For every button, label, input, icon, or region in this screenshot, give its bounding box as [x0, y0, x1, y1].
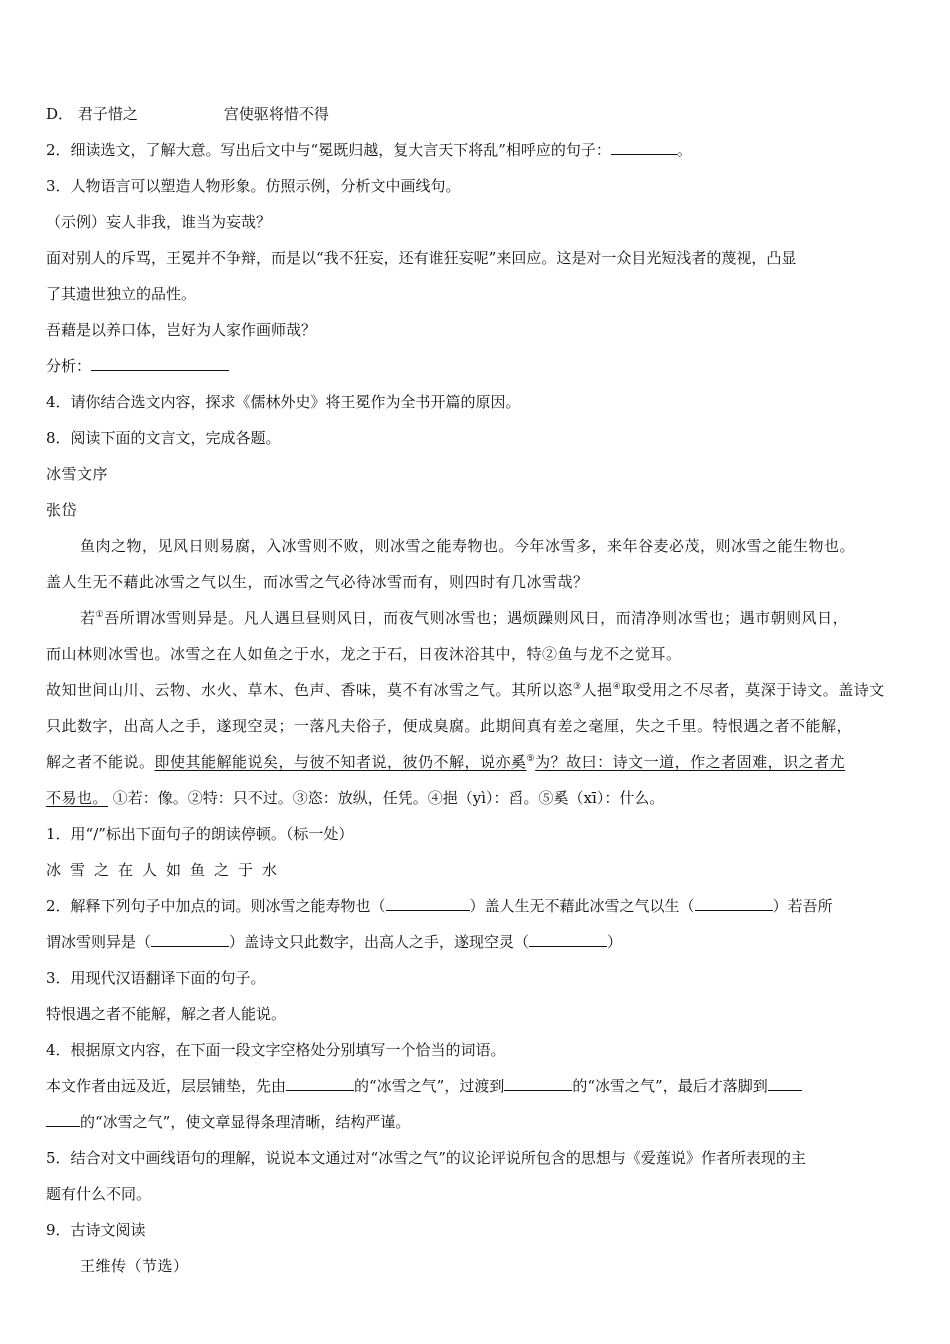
essay-author: 张岱	[46, 501, 78, 519]
passage-p1-line2: 盖人生无不藉此冰雪之气以生，而冰雪之气必待冰雪而有，则四时有几冰雪哉？	[46, 573, 589, 591]
question-4: 4．根据原文内容，在下面一段文字空格处分别填写一个恰当的词语。	[46, 1041, 506, 1059]
footnote-marker: ⑤	[526, 754, 536, 764]
answer-blank-continued[interactable]	[46, 1112, 80, 1127]
underlined-text: 为？故曰：诗文一道，作之者固难，识之者尤	[535, 753, 846, 771]
example-analysis-1: 面对别人的斥骂，王冕并不争辩，而是以“我不狂妄，还有谁狂妄呢”来回应。这是对一众目光短浅者的蔑视，凸显	[46, 249, 797, 267]
analysis-blank[interactable]	[91, 356, 229, 371]
text: ）	[607, 933, 623, 951]
analysis-field	[46, 348, 908, 384]
text: 取受用之不尽者，莫深于诗文。盖诗文	[621, 681, 885, 699]
question-text: 2．细读选文，了解大意。写出后文中与“冕既归越，复大言天下将乱”相呼应的句子：	[46, 141, 611, 159]
text: 故知世间山川、云物、水火、草木、色声、香味，莫不有冰雪之气。其所以恣	[46, 681, 574, 699]
underlined-text: 即使其能解能说矣，与彼不知者说，彼仍不解，说亦奚	[154, 753, 527, 771]
passage-p3-line2: 只此数字，出高人之手，遂现空灵；一落凡夫俗子，便成臭腐。此期间真有差之毫厘，失之千里。特恨遇之者不能解，	[46, 717, 853, 735]
answer-blank[interactable]	[529, 932, 607, 947]
answer-blank[interactable]	[611, 140, 677, 155]
question-5-line2: 题有什么不同。	[46, 1185, 152, 1203]
option-text-b: 宫使驱将惜不得	[223, 105, 329, 123]
passage-p2-line1	[46, 600, 908, 636]
option-label: D．	[46, 105, 74, 123]
example-label: （示例）妄人非我，谁当为妄哉？	[46, 213, 272, 231]
question-4-fill-line1	[46, 1068, 908, 1104]
document-page	[46, 96, 908, 1284]
passage-p1-line1: 鱼肉之物，见风日则易腐，入冰雪则不败，则冰雪之能寿物也。今年冰雪多，来年谷麦必茂，则冰雪之能生物也。	[80, 537, 856, 555]
question-3a: 3．人物语言可以塑造人物形象。仿照示例，分析文中画线句。	[46, 177, 461, 195]
text: 2．解释下列句子中加点的词。则冰雪之能寿物也（	[46, 897, 386, 915]
text: 本文作者由远及近，层层铺垫，先由	[46, 1077, 287, 1095]
answer-blank[interactable]	[151, 932, 229, 947]
question-5-line1: 5．结合对文中画线语句的理解，说说本文通过对“冰雪之气”的议论评说所包含的思想与《爱莲说》作者所表现的主	[46, 1149, 806, 1167]
question-2-line1	[46, 888, 908, 924]
essay-title: 冰雪文序	[46, 465, 109, 483]
text: ）盖诗文只此数字，出高人之手，遂现空灵（	[229, 933, 530, 951]
question-3-sentence: 特恨遇之者不能解，解之者人能说。	[46, 1005, 287, 1023]
option-text-a: 君子惜之	[77, 105, 138, 123]
footnote-marker: ③	[573, 682, 582, 692]
passage-p3-line3	[46, 744, 908, 780]
passage-p3-line4	[46, 780, 908, 816]
section-8-heading: 8．阅读下面的文言文，完成各题。	[46, 429, 281, 447]
answer-blank[interactable]	[504, 1076, 572, 1091]
footnotes: ①若：像。②特：只不过。③恣：放纵，任凭。④挹（yì）：舀。⑤奚（xī）：什么。	[108, 789, 665, 807]
question-4-fill-line2	[46, 1104, 908, 1140]
section-9-title: 王维传（节选）	[80, 1257, 189, 1275]
text: ）若吾所	[772, 897, 833, 915]
answer-blank[interactable]	[386, 896, 470, 911]
question-1: 1．用“/”标出下面句子的朗读停顿。（标一处）	[46, 825, 354, 843]
text: 吾所谓冰雪则异是。凡人遇旦昼则风日，而夜气则冰雪也；遇烦躁则风日，而清净则冰雪也；遇市朝则风日，	[104, 609, 849, 627]
passage-p2-line2: 而山林则冰雪也。冰雪之在人如鱼之于水，龙之于石，日夜沐浴其中，特②鱼与龙不之觉耳。	[46, 645, 682, 663]
question-1-sentence: 冰雪之在人如鱼之于水	[46, 861, 287, 879]
text: 的“冰雪之气”，使文章显得条理清晰，结构严谨。	[80, 1113, 411, 1131]
text: 若	[80, 609, 96, 627]
answer-blank[interactable]	[768, 1076, 802, 1091]
text: 的“冰雪之气”，过渡到	[354, 1077, 505, 1095]
text: 谓冰雪则异是（	[46, 933, 152, 951]
analysis-label: 分析：	[46, 357, 92, 375]
question-3: 3．用现代汉语翻译下面的句子。	[46, 969, 266, 987]
example-analysis-2: 了其遗世独立的品性。	[46, 285, 197, 303]
footnote-marker: ④	[612, 682, 622, 692]
passage-p3-line1	[46, 672, 908, 708]
answer-blank[interactable]	[286, 1076, 354, 1091]
question-4a: 4．请你结合选文内容，探求《儒林外史》将王冕作为全书开篇的原因。	[46, 393, 521, 411]
footnote-marker: ①	[95, 610, 105, 620]
question-2a	[46, 132, 908, 168]
text: 的“冰雪之气”，最后才落脚到	[572, 1077, 768, 1095]
target-sentence: 吾藉是以养口体，岂好为人家作画师哉？	[46, 321, 317, 339]
option-d	[46, 96, 908, 132]
question-2-line2	[46, 924, 908, 960]
answer-blank[interactable]	[695, 896, 773, 911]
question-end: 。	[676, 141, 692, 159]
text: 解之者不能说。	[46, 753, 155, 771]
section-9-heading: 9．古诗文阅读	[46, 1221, 146, 1239]
text: 人挹	[581, 681, 613, 699]
text: ）盖人生无不藉此冰雪之气以生（	[469, 897, 695, 915]
underlined-text: 不易也。	[46, 789, 109, 807]
